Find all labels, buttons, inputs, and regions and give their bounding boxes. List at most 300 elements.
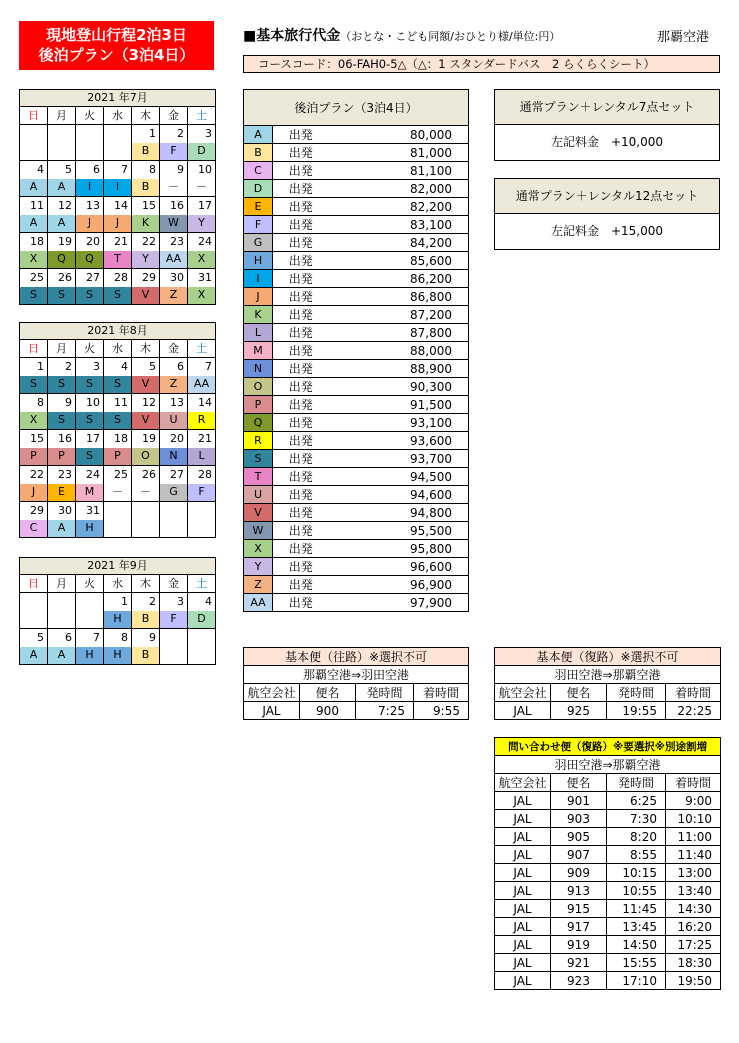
calendar-day-number: 15 bbox=[20, 430, 48, 448]
calendar-day-number: 1 bbox=[104, 593, 132, 611]
calendar-day-number: 10 bbox=[188, 161, 216, 179]
calendar-day-number: 8 bbox=[20, 394, 48, 412]
calendar-day-number: 8 bbox=[104, 629, 132, 647]
weekday-label: 日 bbox=[20, 575, 48, 593]
weekday-label: 金 bbox=[160, 575, 188, 593]
calendar-week-codes bbox=[20, 611, 216, 629]
calendar-day-number: 24 bbox=[76, 466, 104, 484]
flight-arrival-time: 14:30 bbox=[666, 900, 721, 918]
flight-arrival-time: 18:30 bbox=[666, 954, 721, 972]
flight-departure-time: 14:50 bbox=[607, 936, 666, 954]
flight-airline: JAL bbox=[495, 972, 551, 990]
rental-12-header: 通常プラン＋レンタル12点セット bbox=[495, 179, 719, 214]
price-row bbox=[244, 360, 469, 378]
calendar-day-code: S bbox=[48, 376, 76, 394]
calendar-day-code: P bbox=[104, 448, 132, 466]
calendar-day-number: 21 bbox=[104, 233, 132, 251]
calendar-day-number: 9 bbox=[160, 161, 188, 179]
price-amount: 93,700 bbox=[329, 450, 469, 468]
departure-label: 出発 bbox=[273, 450, 329, 468]
price-row bbox=[244, 594, 469, 612]
calendar-day-code bbox=[188, 520, 216, 538]
calendar-week-days bbox=[20, 629, 216, 647]
flight-column-header: 航空会社 bbox=[495, 684, 551, 702]
price-amount: 83,100 bbox=[329, 216, 469, 234]
calendar-day-code bbox=[20, 143, 48, 161]
calendar-day-code: E bbox=[48, 484, 76, 502]
price-code: B bbox=[244, 144, 273, 162]
price-table bbox=[243, 89, 469, 612]
flight-row bbox=[495, 918, 721, 936]
flight-arrival-time: 9:00 bbox=[666, 792, 721, 810]
price-code: V bbox=[244, 504, 273, 522]
price-row bbox=[244, 342, 469, 360]
price-row bbox=[244, 324, 469, 342]
price-heading-main: ■基本旅行代金 bbox=[243, 28, 341, 44]
departure-label: 出発 bbox=[273, 234, 329, 252]
price-amount: 81,100 bbox=[329, 162, 469, 180]
calendar-day-number: 4 bbox=[20, 161, 48, 179]
plan-title-line1: 現地登山行程2泊3日 bbox=[46, 26, 187, 44]
calendar-day-code bbox=[48, 143, 76, 161]
price-code: U bbox=[244, 486, 273, 504]
price-amount: 86,200 bbox=[329, 270, 469, 288]
calendar-day-code bbox=[76, 611, 104, 629]
calendar-day-code: A bbox=[20, 215, 48, 233]
flight-row bbox=[495, 882, 721, 900]
calendar-week-codes bbox=[20, 520, 216, 538]
calendar-day-number: 22 bbox=[132, 233, 160, 251]
flight-number: 917 bbox=[551, 918, 607, 936]
calendar-day-code: － bbox=[132, 484, 160, 502]
price-amount: 81,000 bbox=[329, 144, 469, 162]
departure-label: 出発 bbox=[273, 486, 329, 504]
calendar-day-number: 20 bbox=[160, 430, 188, 448]
calendar-day-number bbox=[188, 629, 216, 647]
outbound-flight-table bbox=[243, 647, 469, 720]
flight-departure-time: 10:15 bbox=[607, 864, 666, 882]
flight-table-header: 問い合わせ便（復路）※要選択※別途割増 bbox=[495, 738, 721, 756]
departure-label: 出発 bbox=[273, 468, 329, 486]
calendar-week-codes bbox=[20, 215, 216, 233]
price-row bbox=[244, 252, 469, 270]
calendar-day-code: V bbox=[132, 376, 160, 394]
flight-row bbox=[495, 972, 721, 990]
calendar-week-days bbox=[20, 197, 216, 215]
calendar-month-title: 2021 年8月 bbox=[20, 323, 216, 340]
calendar-day-number: 3 bbox=[188, 125, 216, 143]
calendar-day-code bbox=[48, 611, 76, 629]
calendar-day-code: A bbox=[20, 647, 48, 665]
calendar-day-number: 14 bbox=[104, 197, 132, 215]
flight-airline: JAL bbox=[495, 864, 551, 882]
calendar-day-number: 22 bbox=[20, 466, 48, 484]
price-amount: 96,600 bbox=[329, 558, 469, 576]
calendar-month bbox=[19, 322, 216, 538]
price-row bbox=[244, 378, 469, 396]
rental-7-header: 通常プラン＋レンタル7点セット bbox=[495, 90, 719, 125]
price-code: C bbox=[244, 162, 273, 180]
flight-table-header: 基本便（往路）※選択不可 bbox=[244, 648, 469, 666]
calendar-day-code: X bbox=[188, 287, 216, 305]
calendar-day-code: J bbox=[76, 215, 104, 233]
calendar-day-code: C bbox=[20, 520, 48, 538]
flight-column-header: 発時間 bbox=[607, 684, 666, 702]
calendar-day-code: D bbox=[188, 611, 216, 629]
course-code: コースコード：06-FAH0-5△（△：1 スタンダードバス 2 らくらくシート） bbox=[243, 55, 720, 73]
departure-label: 出発 bbox=[273, 180, 329, 198]
flight-route: 羽田空港⇒那覇空港 bbox=[495, 756, 721, 774]
departure-label: 出発 bbox=[273, 144, 329, 162]
price-code: P bbox=[244, 396, 273, 414]
departure-label: 出発 bbox=[273, 288, 329, 306]
price-amount: 82,200 bbox=[329, 198, 469, 216]
calendar-day-number bbox=[76, 125, 104, 143]
calendar-day-number bbox=[104, 502, 132, 520]
price-row bbox=[244, 558, 469, 576]
departure-label: 出発 bbox=[273, 306, 329, 324]
calendar-week-days bbox=[20, 466, 216, 484]
calendar-week-codes bbox=[20, 484, 216, 502]
price-row bbox=[244, 432, 469, 450]
calendar-month bbox=[19, 557, 216, 665]
flight-departure-time: 7:30 bbox=[607, 810, 666, 828]
calendar-day-code bbox=[160, 647, 188, 665]
flight-departure-time: 17:10 bbox=[607, 972, 666, 990]
weekday-label: 木 bbox=[132, 575, 160, 593]
price-row bbox=[244, 468, 469, 486]
departure-label: 出発 bbox=[273, 270, 329, 288]
calendar-day-code: K bbox=[132, 215, 160, 233]
calendar-day-number: 2 bbox=[132, 593, 160, 611]
calendar-week-days bbox=[20, 125, 216, 143]
calendar-day-number: 7 bbox=[76, 629, 104, 647]
price-code: R bbox=[244, 432, 273, 450]
price-row bbox=[244, 198, 469, 216]
calendar-day-code: S bbox=[76, 376, 104, 394]
price-amount: 85,600 bbox=[329, 252, 469, 270]
calendar-week-days bbox=[20, 233, 216, 251]
flight-column-header: 着時間 bbox=[666, 684, 721, 702]
return-flight-table bbox=[494, 647, 721, 720]
flight-row bbox=[495, 846, 721, 864]
calendar-week-codes bbox=[20, 287, 216, 305]
calendar-day-number: 12 bbox=[132, 394, 160, 412]
calendar-week-days bbox=[20, 358, 216, 376]
flight-number: 915 bbox=[551, 900, 607, 918]
calendar-day-number: 18 bbox=[20, 233, 48, 251]
calendar-day-code: AA bbox=[188, 376, 216, 394]
calendar-day-code: P bbox=[48, 448, 76, 466]
calendar-day-number: 9 bbox=[132, 629, 160, 647]
price-amount: 95,800 bbox=[329, 540, 469, 558]
flight-airline: JAL bbox=[495, 792, 551, 810]
price-amount: 87,800 bbox=[329, 324, 469, 342]
calendar-day-number: 17 bbox=[188, 197, 216, 215]
calendar-day-code: F bbox=[160, 611, 188, 629]
departure-label: 出発 bbox=[273, 540, 329, 558]
calendar-day-number: 26 bbox=[48, 269, 76, 287]
flight-column-header: 着時間 bbox=[666, 774, 721, 792]
price-code: T bbox=[244, 468, 273, 486]
calendar-week-days bbox=[20, 394, 216, 412]
weekday-label: 水 bbox=[104, 107, 132, 125]
flight-number: 925 bbox=[551, 702, 607, 720]
calendar-day-number: 1 bbox=[20, 358, 48, 376]
calendar-day-number: 5 bbox=[20, 629, 48, 647]
flight-airline: JAL bbox=[495, 702, 551, 720]
calendar-day-number bbox=[188, 502, 216, 520]
price-code: A bbox=[244, 126, 273, 144]
flight-column-header: 便名 bbox=[551, 774, 607, 792]
flight-column-header: 着時間 bbox=[414, 684, 469, 702]
departure-label: 出発 bbox=[273, 252, 329, 270]
calendar-day-number bbox=[132, 502, 160, 520]
calendar-day-code: － bbox=[188, 179, 216, 197]
price-table-header: 後泊プラン（3泊4日） bbox=[244, 90, 469, 126]
flight-column-header: 発時間 bbox=[356, 684, 414, 702]
calendar-day-number: 2 bbox=[160, 125, 188, 143]
calendar-day-code: T bbox=[104, 251, 132, 269]
calendar-day-number: 19 bbox=[132, 430, 160, 448]
flight-arrival-time: 9:55 bbox=[414, 702, 469, 720]
calendar-day-number: 29 bbox=[132, 269, 160, 287]
weekday-label: 木 bbox=[132, 107, 160, 125]
calendar-day-code: S bbox=[76, 287, 104, 305]
calendar-day-number: 27 bbox=[76, 269, 104, 287]
calendar-day-code: I bbox=[104, 179, 132, 197]
calendar-day-code: S bbox=[20, 287, 48, 305]
price-amount: 84,200 bbox=[329, 234, 469, 252]
price-code: K bbox=[244, 306, 273, 324]
calendar-day-number: 30 bbox=[48, 502, 76, 520]
price-row bbox=[244, 162, 469, 180]
flight-row bbox=[495, 954, 721, 972]
calendar-day-number: 6 bbox=[160, 358, 188, 376]
calendar-day-number: 25 bbox=[104, 466, 132, 484]
calendar-week-days bbox=[20, 161, 216, 179]
calendar-day-number bbox=[48, 593, 76, 611]
weekday-label: 土 bbox=[188, 107, 216, 125]
calendar-day-code: R bbox=[188, 412, 216, 430]
calendar-day-code: M bbox=[76, 484, 104, 502]
flight-departure-time: 8:20 bbox=[607, 828, 666, 846]
weekday-label: 火 bbox=[76, 107, 104, 125]
price-amount: 91,500 bbox=[329, 396, 469, 414]
calendar-day-number: 17 bbox=[76, 430, 104, 448]
calendar-day-code: S bbox=[48, 287, 76, 305]
flight-airline: JAL bbox=[495, 936, 551, 954]
calendar-day-code: I bbox=[76, 179, 104, 197]
price-amount: 96,900 bbox=[329, 576, 469, 594]
calendar-day-number bbox=[20, 125, 48, 143]
calendar-day-code: S bbox=[76, 448, 104, 466]
calendar-day-code: J bbox=[104, 215, 132, 233]
weekday-label: 金 bbox=[160, 340, 188, 358]
calendar-day-code: A bbox=[20, 179, 48, 197]
calendar-day-code: F bbox=[188, 484, 216, 502]
price-amount: 94,600 bbox=[329, 486, 469, 504]
calendar-day-code: Z bbox=[160, 376, 188, 394]
departure-label: 出発 bbox=[273, 360, 329, 378]
calendar-day-code: A bbox=[48, 215, 76, 233]
calendar-day-number: 25 bbox=[20, 269, 48, 287]
calendar-day-code: X bbox=[20, 251, 48, 269]
calendar-day-number: 16 bbox=[48, 430, 76, 448]
price-code: I bbox=[244, 270, 273, 288]
flight-departure-time: 8:55 bbox=[607, 846, 666, 864]
departure-label: 出発 bbox=[273, 216, 329, 234]
calendar-day-code: H bbox=[76, 520, 104, 538]
flight-number: 913 bbox=[551, 882, 607, 900]
calendar-day-code: P bbox=[20, 448, 48, 466]
departure-label: 出発 bbox=[273, 504, 329, 522]
calendar-day-number bbox=[160, 502, 188, 520]
calendar-day-number: 7 bbox=[188, 358, 216, 376]
departure-label: 出発 bbox=[273, 396, 329, 414]
calendar-day-code: Z bbox=[160, 287, 188, 305]
calendar-day-number bbox=[76, 593, 104, 611]
weekday-label: 日 bbox=[20, 340, 48, 358]
calendar-day-code bbox=[160, 520, 188, 538]
price-amount: 80,000 bbox=[329, 126, 469, 144]
flight-arrival-time: 11:00 bbox=[666, 828, 721, 846]
calendar-month-title: 2021 年7月 bbox=[20, 90, 216, 107]
flight-arrival-time: 16:20 bbox=[666, 918, 721, 936]
flight-arrival-time: 13:00 bbox=[666, 864, 721, 882]
flight-column-header: 発時間 bbox=[607, 774, 666, 792]
price-amount: 88,000 bbox=[329, 342, 469, 360]
price-heading bbox=[243, 25, 560, 45]
calendar-day-number: 26 bbox=[132, 466, 160, 484]
calendar-day-code: D bbox=[188, 143, 216, 161]
calendar-week-codes bbox=[20, 376, 216, 394]
price-row bbox=[244, 504, 469, 522]
calendar-week-days bbox=[20, 502, 216, 520]
price-row bbox=[244, 270, 469, 288]
calendar-day-code: H bbox=[104, 611, 132, 629]
departure-label: 出発 bbox=[273, 576, 329, 594]
calendar-day-code: － bbox=[104, 484, 132, 502]
price-row bbox=[244, 306, 469, 324]
price-amount: 88,900 bbox=[329, 360, 469, 378]
calendar-day-number: 13 bbox=[160, 394, 188, 412]
price-amount: 93,100 bbox=[329, 414, 469, 432]
price-amount: 94,500 bbox=[329, 468, 469, 486]
departure-label: 出発 bbox=[273, 558, 329, 576]
price-row bbox=[244, 540, 469, 558]
price-row bbox=[244, 126, 469, 144]
calendar-day-code: U bbox=[160, 412, 188, 430]
calendar-day-code: Y bbox=[188, 215, 216, 233]
calendar-day-code bbox=[104, 143, 132, 161]
flight-row bbox=[495, 828, 721, 846]
price-row bbox=[244, 288, 469, 306]
calendar-day-code: A bbox=[48, 520, 76, 538]
flight-row bbox=[495, 900, 721, 918]
calendar-week-codes bbox=[20, 251, 216, 269]
flight-row bbox=[495, 792, 721, 810]
calendar-day-number: 14 bbox=[188, 394, 216, 412]
price-row bbox=[244, 414, 469, 432]
calendar-day-code: N bbox=[160, 448, 188, 466]
flight-column-header: 便名 bbox=[300, 684, 356, 702]
rental-7-set bbox=[494, 89, 720, 161]
calendar-day-code: Q bbox=[48, 251, 76, 269]
flight-number: 919 bbox=[551, 936, 607, 954]
price-code: E bbox=[244, 198, 273, 216]
calendar-day-number bbox=[48, 125, 76, 143]
flight-route: 羽田空港⇒那覇空港 bbox=[495, 666, 721, 684]
calendar-day-number: 9 bbox=[48, 394, 76, 412]
price-amount: 82,000 bbox=[329, 180, 469, 198]
flight-departure-time: 10:55 bbox=[607, 882, 666, 900]
price-row bbox=[244, 576, 469, 594]
calendar-day-code: H bbox=[104, 647, 132, 665]
calendar-day-code: L bbox=[188, 448, 216, 466]
price-row bbox=[244, 144, 469, 162]
price-code: X bbox=[244, 540, 273, 558]
flight-route: 那覇空港⇒羽田空港 bbox=[244, 666, 469, 684]
calendar-month bbox=[19, 89, 216, 305]
calendar-day-number: 27 bbox=[160, 466, 188, 484]
flight-airline: JAL bbox=[495, 954, 551, 972]
calendar-day-number: 15 bbox=[132, 197, 160, 215]
calendar-day-number: 31 bbox=[188, 269, 216, 287]
calendar-day-code: X bbox=[188, 251, 216, 269]
rental-12-price: 左記料金 +15,000 bbox=[550, 224, 664, 238]
calendar-day-code: B bbox=[132, 647, 160, 665]
flight-number: 905 bbox=[551, 828, 607, 846]
flight-airline: JAL bbox=[495, 810, 551, 828]
calendar-day-code: S bbox=[104, 412, 132, 430]
flight-number: 901 bbox=[551, 792, 607, 810]
price-code: W bbox=[244, 522, 273, 540]
price-amount: 94,800 bbox=[329, 504, 469, 522]
flight-number: 923 bbox=[551, 972, 607, 990]
flight-row bbox=[495, 810, 721, 828]
price-heading-sub: （おとな・こども同額/おひとり様/単位:円） bbox=[340, 30, 561, 43]
price-amount: 97,900 bbox=[329, 594, 469, 612]
flight-airline: JAL bbox=[495, 828, 551, 846]
airport-label: 那覇空港 bbox=[657, 30, 710, 45]
calendar-day-number bbox=[20, 593, 48, 611]
calendar-day-code: V bbox=[132, 287, 160, 305]
price-code: G bbox=[244, 234, 273, 252]
departure-label: 出発 bbox=[273, 162, 329, 180]
flight-arrival-time: 11:40 bbox=[666, 846, 721, 864]
flight-column-header: 便名 bbox=[551, 684, 607, 702]
calendar-day-code: AA bbox=[160, 251, 188, 269]
calendar-day-number: 6 bbox=[76, 161, 104, 179]
price-code: N bbox=[244, 360, 273, 378]
calendar-week-days bbox=[20, 269, 216, 287]
calendar-day-code: A bbox=[48, 179, 76, 197]
calendar-day-number: 16 bbox=[160, 197, 188, 215]
calendar-day-number: 20 bbox=[76, 233, 104, 251]
calendar-day-code: V bbox=[132, 412, 160, 430]
calendar-day-number: 12 bbox=[48, 197, 76, 215]
weekday-label: 金 bbox=[160, 107, 188, 125]
price-code: M bbox=[244, 342, 273, 360]
calendar-day-number bbox=[160, 629, 188, 647]
flight-arrival-time: 22:25 bbox=[666, 702, 721, 720]
price-code: D bbox=[244, 180, 273, 198]
price-code: H bbox=[244, 252, 273, 270]
calendar-month-title: 2021 年9月 bbox=[20, 558, 216, 575]
calendar-day-code: S bbox=[104, 376, 132, 394]
calendar-day-code: B bbox=[132, 143, 160, 161]
